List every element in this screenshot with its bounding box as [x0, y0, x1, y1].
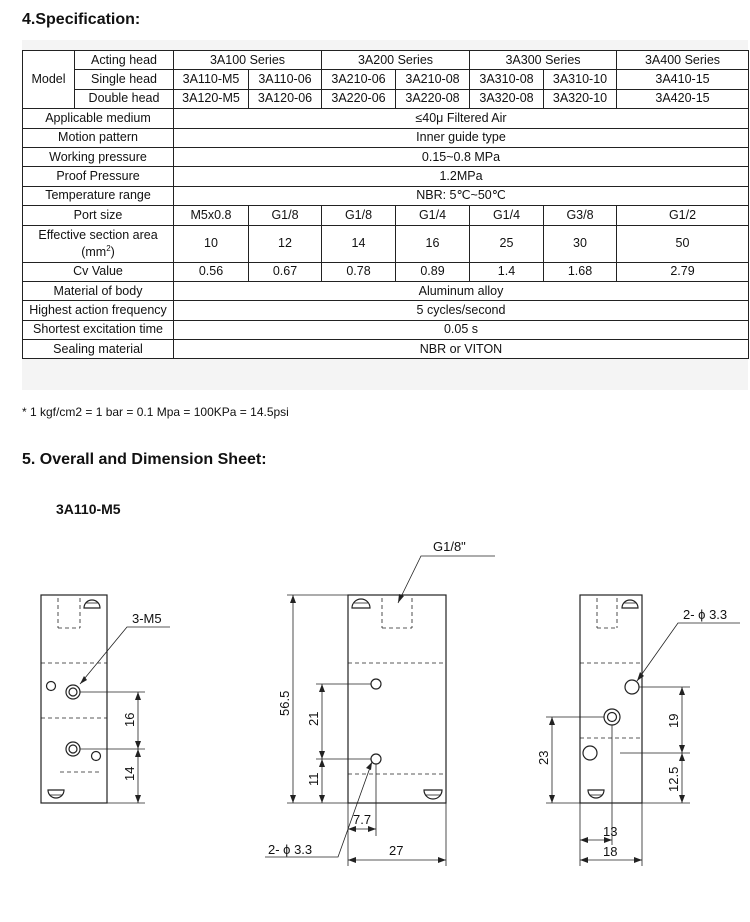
- right-dim-13: 13: [603, 824, 618, 839]
- dim-arrow: [319, 751, 325, 759]
- right-top-screw: [622, 600, 638, 608]
- row-label: Proof Pressure: [23, 167, 174, 186]
- left-port-m5: [66, 742, 80, 756]
- cv-value-cell: 0.89: [396, 262, 470, 281]
- row-label: Applicable medium: [23, 109, 174, 128]
- dim-arrow: [135, 795, 141, 803]
- series-header: 3A200 Series: [322, 51, 470, 70]
- dim-arrow: [319, 759, 325, 767]
- left-port-m5-inner: [69, 688, 77, 696]
- model-label: Model: [23, 51, 75, 109]
- cv-value-cell: 0.78: [322, 262, 396, 281]
- section-area-cell: 16: [396, 225, 470, 262]
- right-port-inner: [608, 713, 617, 722]
- right-callout-label: 2- ϕ 3.3: [683, 607, 728, 622]
- right-callout-leader: [637, 623, 740, 681]
- section-area-cell: 30: [544, 225, 617, 262]
- port-size-cell: G3/8: [544, 206, 617, 225]
- right-bottom-screw: [588, 790, 604, 798]
- middle-bottom-callout-label: 2- ϕ 3.3: [268, 842, 313, 857]
- dim-arrow: [549, 795, 555, 803]
- left-port-m5-inner: [69, 745, 77, 753]
- middle-dim-56-5: 56.5: [277, 690, 292, 716]
- row-value: 1.2MPa: [174, 167, 749, 186]
- right-body-outline: [580, 595, 642, 803]
- right-mount-hole: [583, 746, 597, 760]
- left-small-hole: [92, 752, 101, 761]
- left-bottom-screw: [48, 790, 64, 798]
- dim-arrow: [319, 795, 325, 803]
- left-dim-16: 16: [122, 712, 137, 727]
- middle-dim-27: 27: [389, 843, 404, 858]
- middle-bottom-screw: [424, 790, 442, 799]
- model-cell: 3A110-06: [249, 70, 322, 89]
- left-small-hole: [47, 682, 56, 691]
- dim-arrow: [290, 795, 296, 803]
- dim-arrow: [634, 857, 642, 863]
- section-area-cell: 50: [617, 225, 749, 262]
- left-dim-14: 14: [122, 766, 137, 781]
- section-area-cell: 14: [322, 225, 396, 262]
- row-value: 0.05 s: [174, 320, 749, 339]
- dim-arrow: [679, 745, 685, 753]
- middle-view: [265, 539, 495, 866]
- dim-arrow: [549, 717, 555, 725]
- row-label: Double head: [75, 89, 174, 108]
- dim-arrow: [679, 753, 685, 761]
- model-cell: 3A310-08: [470, 70, 544, 89]
- model-cell: 3A210-06: [322, 70, 396, 89]
- middle-dim-21: 21: [306, 711, 321, 726]
- dim-arrow: [290, 595, 296, 603]
- right-mount-hole: [625, 680, 639, 694]
- cv-value-cell: 1.68: [544, 262, 617, 281]
- dim-arrow: [348, 857, 356, 863]
- row-value: Aluminum alloy: [174, 281, 749, 300]
- dim-arrow: [135, 749, 141, 757]
- dim-arrow: [580, 837, 588, 843]
- port-size-cell: G1/8: [249, 206, 322, 225]
- middle-dim-11: 11: [306, 772, 321, 786]
- dim-arrow: [580, 857, 588, 863]
- model-cell: 3A110-M5: [174, 70, 249, 89]
- row-label: Temperature range: [23, 186, 174, 205]
- left-view: [41, 595, 170, 803]
- right-port: [604, 709, 620, 725]
- row-label: Highest action frequency: [23, 301, 174, 320]
- dim-arrow: [135, 741, 141, 749]
- port-size-cell: G1/2: [617, 206, 749, 225]
- model-cell: 3A310-10: [544, 70, 617, 89]
- series-header: 3A400 Series: [617, 51, 749, 70]
- right-view: [536, 595, 740, 866]
- specification-heading: 4.Specification:: [22, 11, 141, 28]
- row-label: Acting head: [75, 51, 174, 70]
- left-callout-leader: [80, 627, 170, 684]
- model-cell: 3A320-10: [544, 89, 617, 108]
- row-label: Port size: [23, 206, 174, 225]
- row-value: 5 cycles/second: [174, 301, 749, 320]
- dim-arrow: [679, 795, 685, 803]
- row-label-unit-close: ): [110, 244, 115, 259]
- middle-top-callout-label: G1/8": [433, 539, 466, 554]
- cv-value-cell: 1.4: [470, 262, 544, 281]
- section-area-cell: 25: [470, 225, 544, 262]
- row-label: Cv Value: [23, 262, 174, 281]
- model-cell: 3A220-08: [396, 89, 470, 108]
- model-cell: 3A410-15: [617, 70, 749, 89]
- row-value: NBR: 5℃~50℃: [174, 186, 749, 205]
- row-label: Working pressure: [23, 147, 174, 166]
- right-dim-12-5: 12.5: [666, 766, 681, 792]
- middle-mount-hole: [371, 754, 381, 764]
- row-label: Single head: [75, 70, 174, 89]
- cv-value-cell: 2.79: [617, 262, 749, 281]
- series-header: 3A100 Series: [174, 51, 322, 70]
- row-label-unit-exponent: 2: [106, 243, 111, 253]
- model-cell: 3A320-08: [470, 89, 544, 108]
- port-size-cell: G1/4: [396, 206, 470, 225]
- model-cell: 3A220-06: [322, 89, 396, 108]
- left-port-m5: [66, 685, 80, 699]
- series-header: 3A300 Series: [470, 51, 617, 70]
- row-label-unit: (mm: [81, 244, 107, 259]
- dim-arrow: [438, 857, 446, 863]
- right-callout-arrow: [637, 672, 644, 681]
- row-value: 0.15~0.8 MPa: [174, 147, 749, 166]
- dimension-heading: 5. Overall and Dimension Sheet:: [22, 451, 267, 468]
- dim-arrow: [319, 684, 325, 692]
- row-value: Inner guide type: [174, 128, 749, 147]
- right-dim-18: 18: [603, 844, 618, 859]
- middle-top-screw: [352, 599, 370, 608]
- cv-value-cell: 0.67: [249, 262, 322, 281]
- dim-arrow: [135, 692, 141, 700]
- model-cell: 3A120-M5: [174, 89, 249, 108]
- model-cell: 3A120-06: [249, 89, 322, 108]
- model-cell: 3A210-08: [396, 70, 470, 89]
- port-size-cell: G1/8: [322, 206, 396, 225]
- right-dim-23: 23: [536, 750, 551, 765]
- unit-conversion-note: * 1 kgf/cm2 = 1 bar = 0.1 Mpa = 100KPa = 14.5psi: [22, 405, 289, 419]
- model-name: 3A110-M5: [56, 501, 121, 517]
- section-area-cell: 12: [249, 225, 322, 262]
- left-callout-label: 3-M5: [132, 611, 162, 626]
- left-top-screw: [84, 600, 100, 608]
- row-value: ≤40μ Filtered Air: [174, 109, 749, 128]
- section-area-cell: 10: [174, 225, 249, 262]
- row-label-main: Effective section area: [38, 227, 158, 242]
- model-cell: 3A420-15: [617, 89, 749, 108]
- middle-body-outline: [348, 595, 446, 803]
- port-size-cell: G1/4: [470, 206, 544, 225]
- row-label: Shortest excitation time: [23, 320, 174, 339]
- dim-arrow: [679, 687, 685, 695]
- row-label: Motion pattern: [23, 128, 174, 147]
- middle-dim-7-7: 7.7: [353, 812, 372, 827]
- middle-mount-hole: [371, 679, 381, 689]
- row-value: NBR or VITON: [174, 340, 749, 359]
- cv-value-cell: 0.56: [174, 262, 249, 281]
- port-size-cell: M5x0.8: [174, 206, 249, 225]
- row-label: Material of body: [23, 281, 174, 300]
- right-dim-19: 19: [666, 713, 681, 728]
- middle-bottom-callout-arrow: [366, 762, 372, 770]
- row-label: Sealing material: [23, 340, 174, 359]
